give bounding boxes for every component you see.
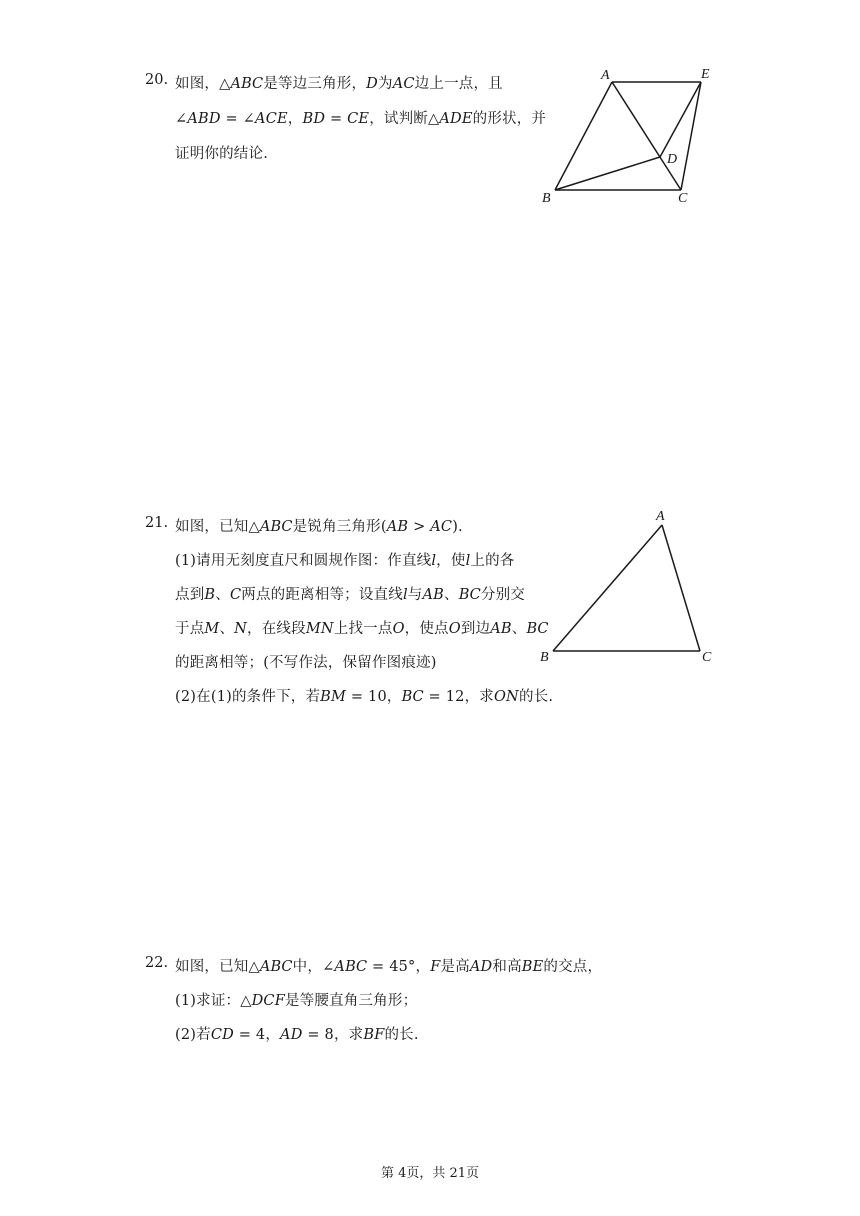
problem-20-line-3: 证明你的结论.: [175, 146, 269, 162]
problem-20-figure: [535, 60, 725, 210]
segment-ab: [555, 82, 612, 190]
label-c: C: [702, 650, 712, 665]
problem-21-line-5: 的距离相等；(不写作法，保留作图痕迹): [175, 655, 437, 671]
segment-bd: [555, 157, 660, 190]
problem-21-line-6: (2)在(1)的条件下，若𝐵𝑀 = 10，𝐵𝐶 = 12，求𝑂𝑁的长.: [175, 689, 554, 705]
problem-20-line-1: 如图，△𝐴𝐵𝐶是等边三角形，𝐷为𝐴𝐶边上一点，且: [175, 76, 503, 92]
segment-ac: [662, 525, 700, 651]
problem-22-line-1: 如图，已知△𝐴𝐵𝐶中，∠𝐴𝐵𝐶 = 45°，𝐹是高𝐴𝐷和高𝐵𝐸的交点，: [175, 959, 603, 975]
label-e: E: [701, 67, 710, 82]
label-b: B: [540, 650, 549, 665]
problem-21-line-3: 点到𝐵、𝐶两点的距离相等；设直线𝑙与𝐴𝐵、𝐵𝐶分别交: [175, 587, 525, 603]
problem-22-number: 22.: [145, 955, 169, 971]
label-c: C: [678, 191, 688, 206]
problem-22-line-2: (1)求证：△𝐷𝐶𝐹是等腰直角三角形；: [175, 993, 418, 1009]
segment-ab: [553, 525, 662, 651]
label-a: A: [601, 68, 610, 83]
problem-21-line-1: 如图，已知△𝐴𝐵𝐶是锐角三角形(𝐴𝐵 > 𝐴𝐶).: [175, 519, 463, 535]
problem-21-line-4: 于点𝑀、𝑁，在线段𝑀𝑁上找一点𝑂，使点𝑂到边𝐴𝐵、𝐵𝐶: [175, 621, 549, 637]
problem-20-line-2: ∠𝐴𝐵𝐷 = ∠𝐴𝐶𝐸，𝐵𝐷 = 𝐶𝐸，试判断△𝐴𝐷𝐸的形状，并: [175, 111, 547, 127]
label-d: D: [667, 152, 678, 167]
label-a: A: [656, 509, 665, 524]
segment-ce: [681, 82, 701, 190]
label-b: B: [542, 191, 551, 206]
problem-22-line-3: (2)若𝐶𝐷 = 4，𝐴𝐷 = 8，求𝐵𝐹的长.: [175, 1027, 419, 1043]
problem-21-number: 21.: [145, 515, 169, 531]
problem-21-line-2: (1)请用无刻度直尺和圆规作图：作直线𝑙，使𝑙上的各: [175, 553, 515, 569]
page-footer: 第 4页，共 21页: [380, 1166, 480, 1181]
problem-21-figure: [535, 505, 725, 665]
segment-de: [660, 82, 701, 157]
problem-20-number: 20.: [145, 72, 169, 88]
